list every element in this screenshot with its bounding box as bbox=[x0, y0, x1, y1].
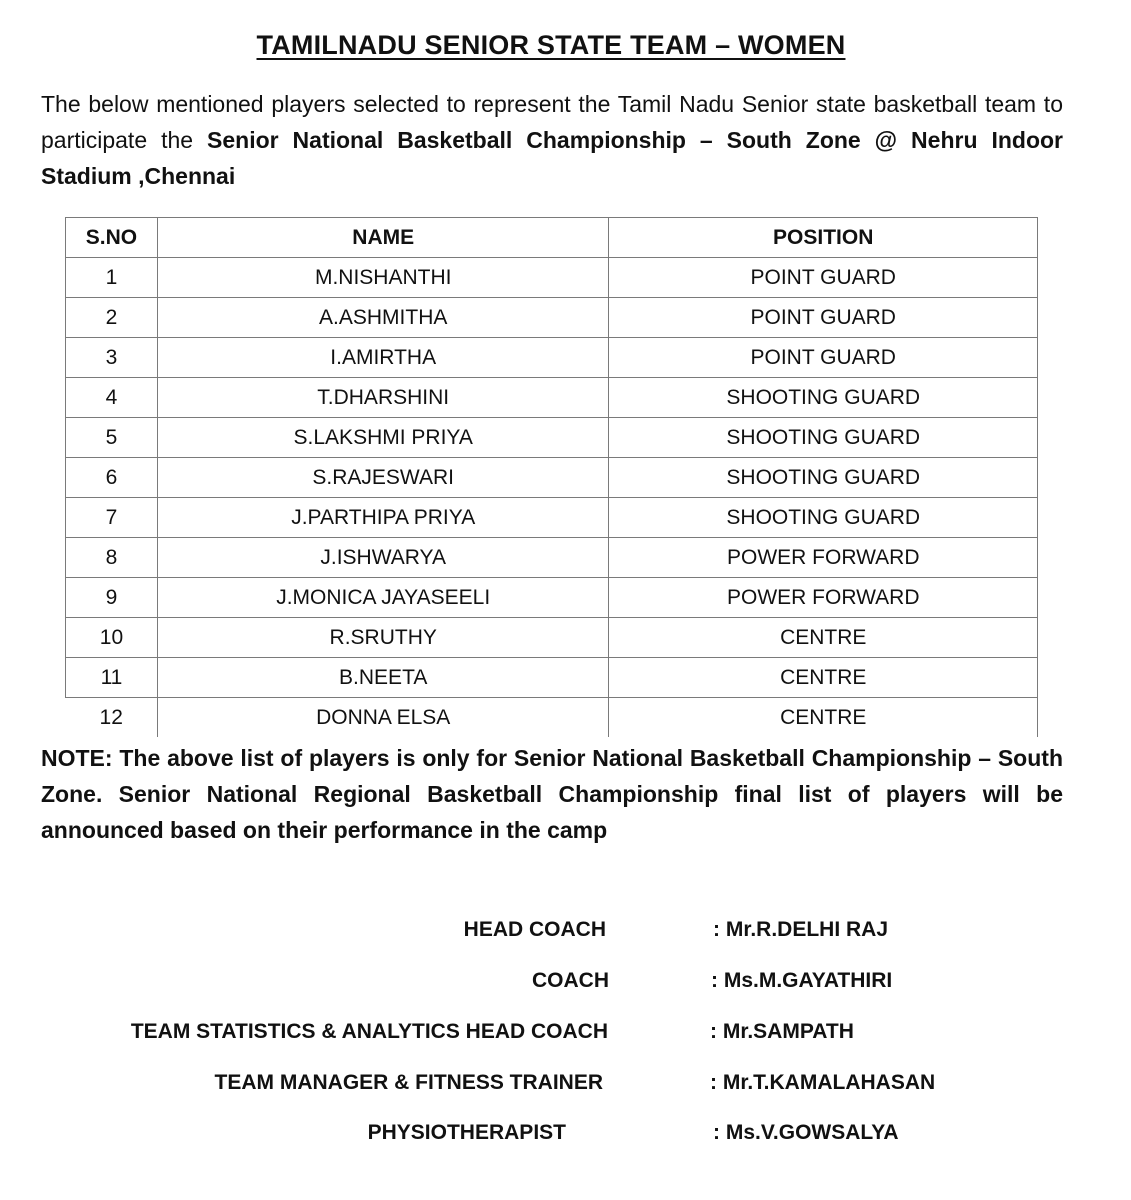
staff-role: TEAM STATISTICS & ANALYTICS HEAD COACH bbox=[130, 1020, 608, 1043]
header-sno: S.NO bbox=[66, 218, 158, 258]
header-position: POSITION bbox=[609, 218, 1038, 258]
table-row bbox=[66, 298, 1038, 338]
staff-role: HEAD COACH bbox=[463, 918, 606, 941]
table-row bbox=[66, 618, 1038, 658]
cell-sno: 1 bbox=[66, 258, 158, 298]
staff-name: : Ms.M.GAYATHIRI bbox=[711, 969, 893, 992]
table-header-row bbox=[66, 218, 1038, 258]
cell-sno: 2 bbox=[66, 298, 158, 338]
cell-position: SHOOTING GUARD bbox=[609, 418, 1038, 458]
cell-player-name: DONNA ELSA bbox=[157, 698, 609, 738]
cell-sno: 4 bbox=[66, 378, 158, 418]
cell-player-name: J.ISHWARYA bbox=[157, 538, 609, 578]
staff-name: : Mr.SAMPATH bbox=[710, 1020, 854, 1043]
cell-position: CENTRE bbox=[609, 698, 1038, 738]
cell-player-name: R.SRUTHY bbox=[157, 618, 609, 658]
cell-player-name: A.ASHMITHA bbox=[157, 298, 609, 338]
cell-sno: 10 bbox=[66, 618, 158, 658]
intro-text: The below mentioned players selected to represent the Tamil Nadu Senior state basketball team to participate the bbox=[41, 91, 1063, 153]
cell-position: POWER FORWARD bbox=[609, 538, 1038, 578]
cell-sno: 11 bbox=[66, 658, 158, 698]
staff-row bbox=[0, 969, 1131, 999]
cell-position: POWER FORWARD bbox=[609, 578, 1038, 618]
cell-position: POINT GUARD bbox=[609, 258, 1038, 298]
cell-player-name: S.LAKSHMI PRIYA bbox=[157, 418, 609, 458]
cell-sno: 3 bbox=[66, 338, 158, 378]
cell-sno: 6 bbox=[66, 458, 158, 498]
document-title: TAMILNADU SENIOR STATE TEAM – WOMEN bbox=[256, 30, 846, 60]
cell-sno: 9 bbox=[66, 578, 158, 618]
staff-row bbox=[0, 1071, 1131, 1101]
table-row bbox=[66, 258, 1038, 298]
cell-player-name: S.RAJESWARI bbox=[157, 458, 609, 498]
cell-player-name: J.PARTHIPA PRIYA bbox=[157, 498, 609, 538]
cell-player-name: B.NEETA bbox=[157, 658, 609, 698]
intro-paragraph bbox=[41, 86, 1063, 194]
table-row bbox=[66, 458, 1038, 498]
staff-role: PHYSIOTHERAPIST bbox=[367, 1121, 566, 1144]
cell-player-name: J.MONICA JAYASEELI bbox=[157, 578, 609, 618]
cell-player-name: T.DHARSHINI bbox=[157, 378, 609, 418]
table-row bbox=[66, 658, 1038, 698]
staff-row bbox=[0, 1121, 1131, 1151]
cell-player-name: M.NISHANTHI bbox=[157, 258, 609, 298]
cell-position: CENTRE bbox=[609, 618, 1038, 658]
note-paragraph: NOTE: The above list of players is only for Senior National Basketball Championship – South Zone. Senior National Regional Basketball Championship final list of players will be announced based on their performance in the camp bbox=[41, 745, 1063, 843]
table-row bbox=[66, 698, 1038, 738]
table-row bbox=[66, 338, 1038, 378]
cell-sno: 5 bbox=[66, 418, 158, 458]
staff-row bbox=[0, 918, 1131, 948]
table-row bbox=[66, 378, 1038, 418]
table-body bbox=[66, 258, 1038, 738]
table-row bbox=[66, 498, 1038, 538]
cell-position: SHOOTING GUARD bbox=[609, 498, 1038, 538]
cell-sno: 7 bbox=[66, 498, 158, 538]
table-row bbox=[66, 538, 1038, 578]
cell-position: CENTRE bbox=[609, 658, 1038, 698]
staff-name: : Mr.T.KAMALAHASAN bbox=[710, 1071, 936, 1094]
table-row bbox=[66, 578, 1038, 618]
cell-position: POINT GUARD bbox=[609, 298, 1038, 338]
player-roster-table bbox=[65, 217, 1038, 737]
intro-event-name: Senior National Basketball Championship – South Zone @ Nehru Indoor Stadium ,Chennai bbox=[41, 127, 1064, 189]
cell-position: SHOOTING GUARD bbox=[609, 458, 1038, 498]
header-name: NAME bbox=[157, 218, 609, 258]
staff-row bbox=[0, 1020, 1131, 1050]
cell-position: SHOOTING GUARD bbox=[609, 378, 1038, 418]
cell-position: POINT GUARD bbox=[609, 338, 1038, 378]
staff-name: : Mr.R.DELHI RAJ bbox=[713, 918, 889, 941]
staff-role: COACH bbox=[532, 969, 609, 992]
table-row bbox=[66, 418, 1038, 458]
cell-player-name: I.AMIRTHA bbox=[157, 338, 609, 378]
staff-role: TEAM MANAGER & FITNESS TRAINER bbox=[214, 1071, 603, 1094]
staff-name: : Ms.V.GOWSALYA bbox=[713, 1121, 899, 1144]
cell-sno: 12 bbox=[66, 698, 158, 738]
cell-sno: 8 bbox=[66, 538, 158, 578]
